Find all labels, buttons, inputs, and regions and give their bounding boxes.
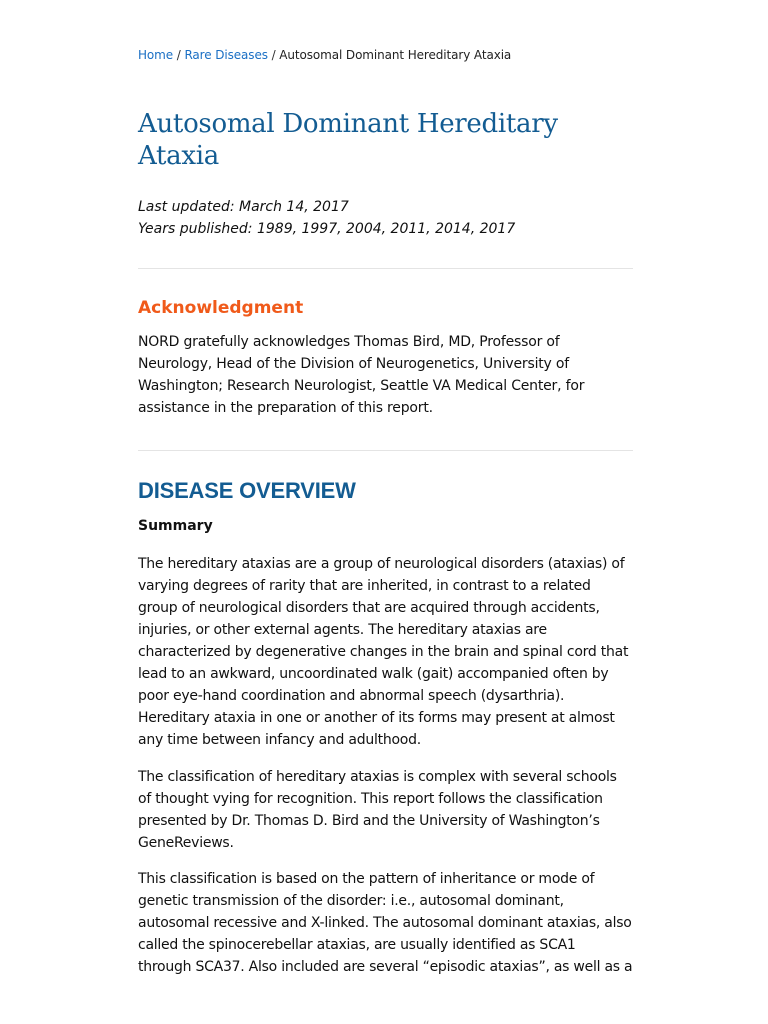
acknowledgment-text: NORD gratefully acknowledges Thomas Bird, MD, Professor of Neurology, Head of the Division of Neurogenetics, University of Washington; Research Neurologist, Seattle VA Medical Center, for assistance in the preparation of this report. — [138, 334, 585, 416]
overview-paragraph: The classification of hereditary ataxias is complex with several schools of thought vying for recognition. This report follows the classification presented by Dr. Thomas D. Bird and the University of Washington’s GeneReviews. — [138, 769, 617, 851]
acknowledgment-heading: Acknowledgment — [138, 298, 304, 318]
article-meta — [138, 196, 515, 240]
summary-heading: Summary — [138, 518, 213, 534]
divider — [138, 268, 633, 269]
divider — [138, 450, 633, 451]
disease-overview-heading: DISEASE OVERVIEW — [138, 478, 356, 503]
breadcrumb-separator: / — [176, 48, 181, 62]
years-published: Years published: 1989, 1997, 2004, 2011, 2014, 2017 — [138, 221, 516, 237]
page-title: Autosomal Dominant Hereditary Ataxia — [138, 109, 558, 171]
overview-paragraph: The hereditary ataxias are a group of neurological disorders (ataxias) of varying degrees of rarity that are inherited, in contrast to a related group of neurological disorders that are acquired through accidents, injuries, or other external agents. The hereditary ataxias are characterized by degenerative changes in the brain and spinal cord that lead to an awkward, uncoordinated walk (gait) accompanied often by poor eye-hand coordination and abnormal speech (dysarthria). Hereditary ataxia in one or another of its forms may present at almost any time between infancy and adulthood. — [138, 556, 629, 748]
overview-paragraph: This classification is based on the pattern of inheritance or mode of genetic transmission of the disorder: i.e., autosomal dominant, autosomal recessive and X-linked. The autosomal dominant ataxias, also called the spinocerebellar ataxias, are usually identified as SCA1 through SCA37. Also included are several “episodic ataxias”, as well as a — [138, 871, 633, 975]
breadcrumb-separator: / — [271, 48, 276, 62]
breadcrumb-rare-diseases-link[interactable]: Rare Diseases — [184, 48, 268, 62]
breadcrumb — [138, 48, 511, 62]
breadcrumb-home-link[interactable]: Home — [138, 48, 174, 62]
last-updated: Last updated: March 14, 2017 — [138, 199, 349, 215]
breadcrumb-current: Autosomal Dominant Hereditary Ataxia — [279, 48, 512, 62]
